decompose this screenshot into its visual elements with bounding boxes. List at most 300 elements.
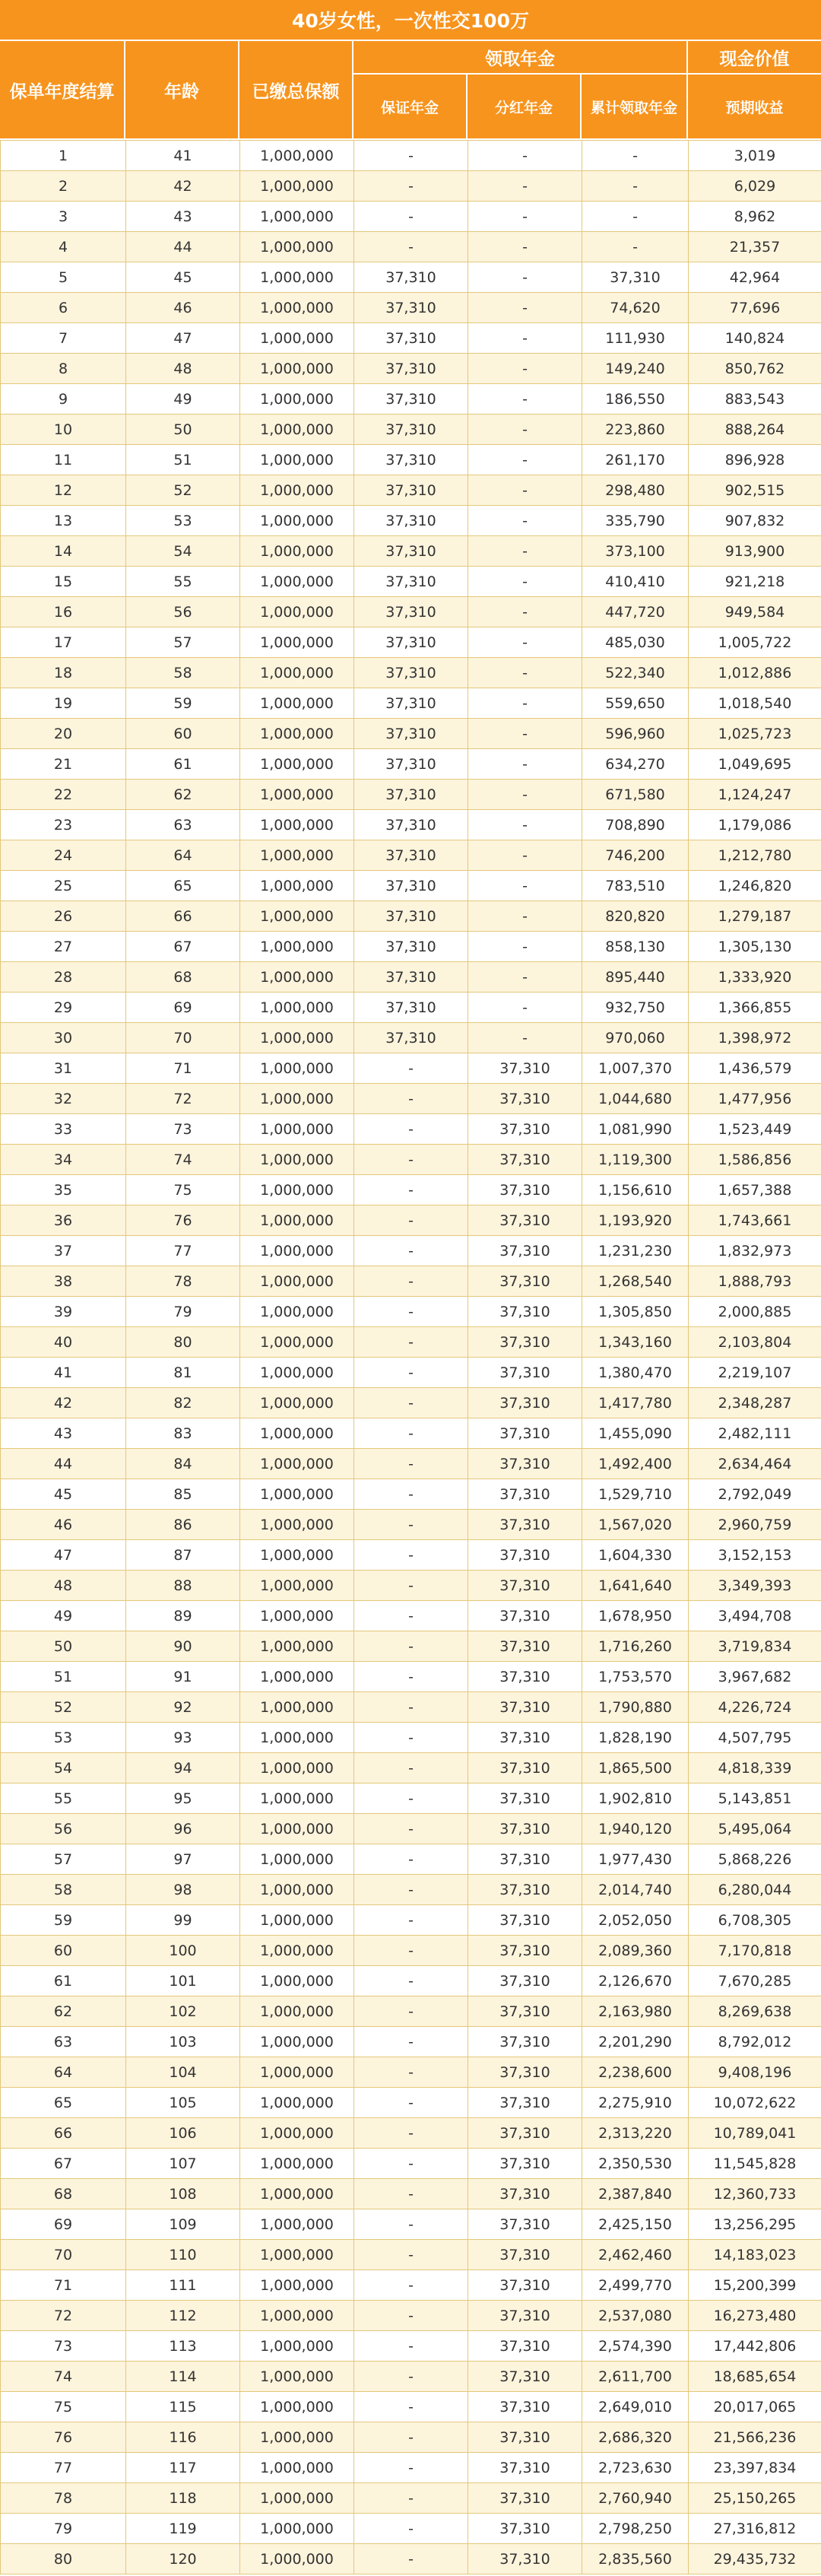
- cell-guaranteed: -: [354, 1114, 468, 1145]
- cell-dividend: 37,310: [468, 2027, 582, 2057]
- cell-age: 117: [126, 2453, 240, 2483]
- cell-expected: 3,152,153: [689, 1540, 821, 1571]
- cell-premium: 1,000,000: [240, 2392, 354, 2422]
- cell-cumulative: 634,270: [582, 749, 689, 780]
- cell-guaranteed: 37,310: [354, 293, 468, 323]
- cell-age: 67: [126, 932, 240, 962]
- cell-expected: 23,397,834: [689, 2453, 821, 2483]
- cell-policy-year: 63: [1, 2027, 126, 2057]
- cell-age: 53: [126, 506, 240, 536]
- cell-dividend: 37,310: [468, 1540, 582, 1571]
- cell-age: 96: [126, 1814, 240, 1844]
- header-expected: 预期收益: [688, 75, 821, 140]
- cell-cumulative: 1,156,610: [582, 1175, 689, 1205]
- cell-cumulative: 1,417,780: [582, 1388, 689, 1418]
- cell-cumulative: -: [582, 232, 689, 262]
- cell-policy-year: 58: [1, 1875, 126, 1905]
- table-row: [1, 1114, 821, 1145]
- cell-dividend: 37,310: [468, 2514, 582, 2544]
- cell-dividend: 37,310: [468, 2118, 582, 2149]
- cell-policy-year: 9: [1, 384, 126, 415]
- cell-cumulative: 1,231,230: [582, 1236, 689, 1266]
- cell-expected: 1,025,723: [689, 719, 821, 749]
- header-guaranteed: 保证年金: [353, 75, 468, 140]
- cell-age: 102: [126, 1996, 240, 2027]
- cell-expected: 2,000,885: [689, 1297, 821, 1327]
- cell-expected: 10,789,041: [689, 2118, 821, 2149]
- cell-cumulative: 2,686,320: [582, 2422, 689, 2453]
- cell-expected: 5,143,851: [689, 1784, 821, 1814]
- table-row: [1, 1418, 821, 1449]
- cell-premium: 1,000,000: [240, 1723, 354, 1753]
- cell-cumulative: -: [582, 202, 689, 232]
- cell-expected: 14,183,023: [689, 2240, 821, 2270]
- cell-policy-year: 4: [1, 232, 126, 262]
- cell-guaranteed: -: [354, 2422, 468, 2453]
- cell-guaranteed: -: [354, 1601, 468, 1631]
- cell-dividend: -: [468, 262, 582, 293]
- cell-guaranteed: -: [354, 2057, 468, 2088]
- cell-expected: 18,685,654: [689, 2362, 821, 2392]
- cell-age: 118: [126, 2483, 240, 2514]
- cell-dividend: -: [468, 840, 582, 871]
- cell-cumulative: 2,537,080: [582, 2301, 689, 2331]
- cell-cumulative: 2,014,740: [582, 1875, 689, 1905]
- cell-guaranteed: -: [354, 2331, 468, 2362]
- cell-dividend: 37,310: [468, 2270, 582, 2301]
- table-row: [1, 262, 821, 293]
- cell-premium: 1,000,000: [240, 354, 354, 384]
- table-row: [1, 506, 821, 536]
- cell-dividend: 37,310: [468, 1723, 582, 1753]
- cell-cumulative: 2,163,980: [582, 1996, 689, 2027]
- cell-premium: 1,000,000: [240, 1084, 354, 1114]
- cell-dividend: -: [468, 567, 582, 597]
- table-row: [1, 1236, 821, 1266]
- cell-guaranteed: -: [354, 1510, 468, 1540]
- table-row: [1, 293, 821, 323]
- cell-cumulative: 1,641,640: [582, 1571, 689, 1601]
- table-row: [1, 1753, 821, 1784]
- cell-guaranteed: -: [354, 2027, 468, 2057]
- cell-guaranteed: 37,310: [354, 536, 468, 567]
- cell-premium: 1,000,000: [240, 1844, 354, 1875]
- table-row: [1, 1996, 821, 2027]
- cell-premium: 1,000,000: [240, 2149, 354, 2179]
- cell-expected: 1,212,780: [689, 840, 821, 871]
- cell-policy-year: 48: [1, 1571, 126, 1601]
- cell-premium: 1,000,000: [240, 1114, 354, 1145]
- table-row: [1, 840, 821, 871]
- cell-cumulative: 559,650: [582, 688, 689, 719]
- cell-guaranteed: 37,310: [354, 810, 468, 840]
- cell-age: 62: [126, 780, 240, 810]
- cell-policy-year: 23: [1, 810, 126, 840]
- cell-dividend: -: [468, 719, 582, 749]
- cell-policy-year: 72: [1, 2301, 126, 2331]
- cell-guaranteed: 37,310: [354, 384, 468, 415]
- cell-policy-year: 28: [1, 962, 126, 993]
- cell-dividend: 37,310: [468, 1905, 582, 1936]
- cell-premium: 1,000,000: [240, 415, 354, 445]
- cell-dividend: 37,310: [468, 1784, 582, 1814]
- cell-guaranteed: -: [354, 2362, 468, 2392]
- cell-expected: 949,584: [689, 597, 821, 627]
- table-row: [1, 2483, 821, 2514]
- cell-premium: 1,000,000: [240, 2362, 354, 2392]
- cell-guaranteed: -: [354, 2270, 468, 2301]
- cell-dividend: -: [468, 658, 582, 688]
- cell-guaranteed: 37,310: [354, 871, 468, 901]
- cell-dividend: -: [468, 506, 582, 536]
- cell-cumulative: 2,462,460: [582, 2240, 689, 2270]
- cell-guaranteed: 37,310: [354, 415, 468, 445]
- table-row: [1, 962, 821, 993]
- cell-dividend: 37,310: [468, 1084, 582, 1114]
- cell-guaranteed: 37,310: [354, 323, 468, 354]
- cell-cumulative: 1,044,680: [582, 1084, 689, 1114]
- cell-premium: 1,000,000: [240, 1753, 354, 1784]
- cell-expected: 77,696: [689, 293, 821, 323]
- cell-dividend: 37,310: [468, 1297, 582, 1327]
- cell-guaranteed: -: [354, 1449, 468, 1479]
- table-row: [1, 1784, 821, 1814]
- cell-policy-year: 57: [1, 1844, 126, 1875]
- table-row: [1, 2422, 821, 2453]
- cell-dividend: 37,310: [468, 1996, 582, 2027]
- cell-expected: 1,179,086: [689, 810, 821, 840]
- cell-cumulative: 1,343,160: [582, 1327, 689, 1358]
- cell-age: 76: [126, 1205, 240, 1236]
- cell-cumulative: 149,240: [582, 354, 689, 384]
- cell-premium: 1,000,000: [240, 1662, 354, 1692]
- cell-policy-year: 67: [1, 2149, 126, 2179]
- cell-premium: 1,000,000: [240, 1175, 354, 1205]
- cell-guaranteed: -: [354, 1571, 468, 1601]
- cell-age: 61: [126, 749, 240, 780]
- cell-age: 49: [126, 384, 240, 415]
- cell-expected: 12,360,733: [689, 2179, 821, 2209]
- cell-expected: 5,495,064: [689, 1814, 821, 1844]
- cell-premium: 1,000,000: [240, 1631, 354, 1662]
- cell-guaranteed: -: [354, 2544, 468, 2574]
- cell-premium: 1,000,000: [240, 384, 354, 415]
- cell-cumulative: 708,890: [582, 810, 689, 840]
- cell-age: 60: [126, 719, 240, 749]
- cell-expected: 1,586,856: [689, 1145, 821, 1175]
- cell-age: 104: [126, 2057, 240, 2088]
- cell-premium: 1,000,000: [240, 2453, 354, 2483]
- table-row: [1, 1084, 821, 1114]
- cell-premium: 1,000,000: [240, 1449, 354, 1479]
- cell-age: 112: [126, 2301, 240, 2331]
- cell-cumulative: 970,060: [582, 1023, 689, 1053]
- cell-guaranteed: 37,310: [354, 719, 468, 749]
- cell-cumulative: 1,940,120: [582, 1814, 689, 1844]
- cell-policy-year: 8: [1, 354, 126, 384]
- table-row: [1, 1388, 821, 1418]
- cell-dividend: -: [468, 688, 582, 719]
- cell-cumulative: 2,350,530: [582, 2149, 689, 2179]
- cell-policy-year: 61: [1, 1966, 126, 1996]
- cell-premium: 1,000,000: [240, 1814, 354, 1844]
- cell-cumulative: 2,089,360: [582, 1936, 689, 1966]
- cell-expected: 15,200,399: [689, 2270, 821, 2301]
- cell-policy-year: 2: [1, 171, 126, 202]
- cell-age: 98: [126, 1875, 240, 1905]
- table-row: [1, 658, 821, 688]
- cell-guaranteed: -: [354, 1236, 468, 1266]
- cell-policy-year: 19: [1, 688, 126, 719]
- table-row: [1, 1905, 821, 1936]
- cell-dividend: 37,310: [468, 1358, 582, 1388]
- cell-premium: 1,000,000: [240, 1905, 354, 1936]
- cell-dividend: -: [468, 415, 582, 445]
- cell-premium: 1,000,000: [240, 171, 354, 202]
- cell-age: 82: [126, 1388, 240, 1418]
- table-row: [1, 2118, 821, 2149]
- cell-guaranteed: 37,310: [354, 262, 468, 293]
- cell-cumulative: 1,604,330: [582, 1540, 689, 1571]
- table-row: [1, 1631, 821, 1662]
- header-cash-value-group: 现金价值: [688, 41, 821, 75]
- cell-cumulative: -: [582, 171, 689, 202]
- cell-expected: 921,218: [689, 567, 821, 597]
- table-row: [1, 1510, 821, 1540]
- cell-premium: 1,000,000: [240, 627, 354, 658]
- cell-dividend: -: [468, 354, 582, 384]
- header-premium: 已缴总保额: [239, 41, 353, 140]
- cell-premium: 1,000,000: [240, 1388, 354, 1418]
- cell-premium: 1,000,000: [240, 810, 354, 840]
- cell-premium: 1,000,000: [240, 780, 354, 810]
- header-policy-year: 保单年度结算: [0, 41, 125, 140]
- cell-age: 110: [126, 2240, 240, 2270]
- cell-dividend: -: [468, 384, 582, 415]
- cell-cumulative: 2,126,670: [582, 1966, 689, 1996]
- cell-premium: 1,000,000: [240, 1936, 354, 1966]
- cell-expected: 1,743,661: [689, 1205, 821, 1236]
- cell-policy-year: 75: [1, 2392, 126, 2422]
- cell-age: 116: [126, 2422, 240, 2453]
- cell-premium: 1,000,000: [240, 1053, 354, 1084]
- cell-guaranteed: -: [354, 2483, 468, 2514]
- cell-policy-year: 51: [1, 1662, 126, 1692]
- cell-cumulative: 2,798,250: [582, 2514, 689, 2544]
- cell-dividend: 37,310: [468, 2483, 582, 2514]
- cell-dividend: 37,310: [468, 2301, 582, 2331]
- cell-premium: 1,000,000: [240, 749, 354, 780]
- cell-cumulative: 2,052,050: [582, 1905, 689, 1936]
- cell-age: 75: [126, 1175, 240, 1205]
- cell-policy-year: 56: [1, 1814, 126, 1844]
- cell-expected: 1,005,722: [689, 627, 821, 658]
- cell-policy-year: 21: [1, 749, 126, 780]
- cell-cumulative: 2,387,840: [582, 2179, 689, 2209]
- cell-premium: 1,000,000: [240, 1023, 354, 1053]
- cell-dividend: -: [468, 445, 582, 475]
- cell-age: 94: [126, 1753, 240, 1784]
- cell-policy-year: 66: [1, 2118, 126, 2149]
- cell-dividend: -: [468, 932, 582, 962]
- cell-policy-year: 24: [1, 840, 126, 871]
- cell-age: 64: [126, 840, 240, 871]
- cell-guaranteed: 37,310: [354, 962, 468, 993]
- cell-guaranteed: -: [354, 1540, 468, 1571]
- cell-policy-year: 18: [1, 658, 126, 688]
- cell-policy-year: 44: [1, 1449, 126, 1479]
- cell-policy-year: 78: [1, 2483, 126, 2514]
- cell-expected: 1,333,920: [689, 962, 821, 993]
- cell-cumulative: 2,574,390: [582, 2331, 689, 2362]
- cell-age: 63: [126, 810, 240, 840]
- cell-dividend: -: [468, 627, 582, 658]
- cell-policy-year: 15: [1, 567, 126, 597]
- table-row: [1, 2027, 821, 2057]
- table-row: [1, 1844, 821, 1875]
- cell-premium: 1,000,000: [240, 1601, 354, 1631]
- cell-policy-year: 54: [1, 1753, 126, 1784]
- cell-dividend: -: [468, 993, 582, 1023]
- cell-dividend: 37,310: [468, 2331, 582, 2362]
- cell-expected: 1,398,972: [689, 1023, 821, 1053]
- cell-premium: 1,000,000: [240, 1571, 354, 1601]
- cell-cumulative: 1,790,880: [582, 1692, 689, 1723]
- cell-guaranteed: -: [354, 2392, 468, 2422]
- cell-age: 97: [126, 1844, 240, 1875]
- cell-age: 90: [126, 1631, 240, 1662]
- table-row: [1, 1053, 821, 1084]
- cell-dividend: 37,310: [468, 1662, 582, 1692]
- cell-premium: 1,000,000: [240, 1692, 354, 1723]
- cell-dividend: 37,310: [468, 1266, 582, 1297]
- table-row: [1, 1936, 821, 1966]
- cell-policy-year: 31: [1, 1053, 126, 1084]
- cell-expected: 1,832,973: [689, 1236, 821, 1266]
- cell-premium: 1,000,000: [240, 475, 354, 506]
- cell-expected: 11,545,828: [689, 2149, 821, 2179]
- cell-cumulative: 1,678,950: [582, 1601, 689, 1631]
- cell-guaranteed: -: [354, 1753, 468, 1784]
- cell-policy-year: 5: [1, 262, 126, 293]
- cell-dividend: -: [468, 901, 582, 932]
- benefit-table: [0, 140, 821, 2574]
- cell-guaranteed: 37,310: [354, 506, 468, 536]
- cell-policy-year: 27: [1, 932, 126, 962]
- cell-dividend: 37,310: [468, 1053, 582, 1084]
- cell-cumulative: 932,750: [582, 993, 689, 1023]
- cell-expected: 2,792,049: [689, 1479, 821, 1510]
- cell-cumulative: 2,723,630: [582, 2453, 689, 2483]
- cell-policy-year: 73: [1, 2331, 126, 2362]
- cell-age: 59: [126, 688, 240, 719]
- cell-premium: 1,000,000: [240, 2118, 354, 2149]
- cell-expected: 10,072,622: [689, 2088, 821, 2118]
- cell-guaranteed: -: [354, 2179, 468, 2209]
- cell-dividend: 37,310: [468, 1175, 582, 1205]
- cell-cumulative: 373,100: [582, 536, 689, 567]
- cell-expected: 140,824: [689, 323, 821, 354]
- cell-premium: 1,000,000: [240, 1510, 354, 1540]
- table-row: [1, 536, 821, 567]
- cell-premium: 1,000,000: [240, 871, 354, 901]
- cell-cumulative: 820,820: [582, 901, 689, 932]
- cell-policy-year: 62: [1, 1996, 126, 2027]
- cell-age: 88: [126, 1571, 240, 1601]
- cell-cumulative: 1,193,920: [582, 1205, 689, 1236]
- cell-premium: 1,000,000: [240, 202, 354, 232]
- table-row: [1, 2240, 821, 2270]
- cell-guaranteed: -: [354, 2209, 468, 2240]
- cell-premium: 1,000,000: [240, 901, 354, 932]
- cell-expected: 2,348,287: [689, 1388, 821, 1418]
- cell-expected: 1,246,820: [689, 871, 821, 901]
- cell-cumulative: 1,865,500: [582, 1753, 689, 1784]
- cell-premium: 1,000,000: [240, 2179, 354, 2209]
- cell-age: 78: [126, 1266, 240, 1297]
- table-row: [1, 2453, 821, 2483]
- table-row: [1, 1145, 821, 1175]
- cell-expected: 6,029: [689, 171, 821, 202]
- cell-expected: 29,435,732: [689, 2544, 821, 2574]
- cell-policy-year: 47: [1, 1540, 126, 1571]
- cell-dividend: -: [468, 293, 582, 323]
- cell-guaranteed: -: [354, 2301, 468, 2331]
- cell-cumulative: 1,492,400: [582, 1449, 689, 1479]
- cell-age: 74: [126, 1145, 240, 1175]
- cell-age: 56: [126, 597, 240, 627]
- cell-premium: 1,000,000: [240, 993, 354, 1023]
- cell-dividend: -: [468, 323, 582, 354]
- cell-dividend: 37,310: [468, 1114, 582, 1145]
- cell-age: 93: [126, 1723, 240, 1753]
- cell-expected: 3,019: [689, 141, 821, 171]
- cell-dividend: -: [468, 202, 582, 232]
- cell-age: 100: [126, 1936, 240, 1966]
- cell-dividend: 37,310: [468, 1966, 582, 1996]
- cell-expected: 42,964: [689, 262, 821, 293]
- cell-cumulative: 2,425,150: [582, 2209, 689, 2240]
- cell-guaranteed: -: [354, 1205, 468, 1236]
- cell-guaranteed: -: [354, 1875, 468, 1905]
- cell-policy-year: 52: [1, 1692, 126, 1723]
- table-row: [1, 1540, 821, 1571]
- cell-policy-year: 37: [1, 1236, 126, 1266]
- cell-cumulative: 1,828,190: [582, 1723, 689, 1753]
- cell-policy-year: 40: [1, 1327, 126, 1358]
- table-row: [1, 1662, 821, 1692]
- cell-age: 113: [126, 2331, 240, 2362]
- cell-guaranteed: -: [354, 2453, 468, 2483]
- cell-cumulative: 111,930: [582, 323, 689, 354]
- cell-premium: 1,000,000: [240, 2209, 354, 2240]
- cell-expected: 4,226,724: [689, 1692, 821, 1723]
- cell-guaranteed: 37,310: [354, 597, 468, 627]
- cell-premium: 1,000,000: [240, 1236, 354, 1266]
- cell-premium: 1,000,000: [240, 2331, 354, 2362]
- cell-expected: 1,888,793: [689, 1266, 821, 1297]
- cell-policy-year: 26: [1, 901, 126, 932]
- cell-expected: 1,279,187: [689, 901, 821, 932]
- cell-cumulative: 2,499,770: [582, 2270, 689, 2301]
- cell-cumulative: 522,340: [582, 658, 689, 688]
- cell-policy-year: 25: [1, 871, 126, 901]
- cell-premium: 1,000,000: [240, 688, 354, 719]
- header-annuity-group: 领取年金: [353, 41, 688, 75]
- cell-policy-year: 33: [1, 1114, 126, 1145]
- table-row: [1, 384, 821, 415]
- cell-policy-year: 17: [1, 627, 126, 658]
